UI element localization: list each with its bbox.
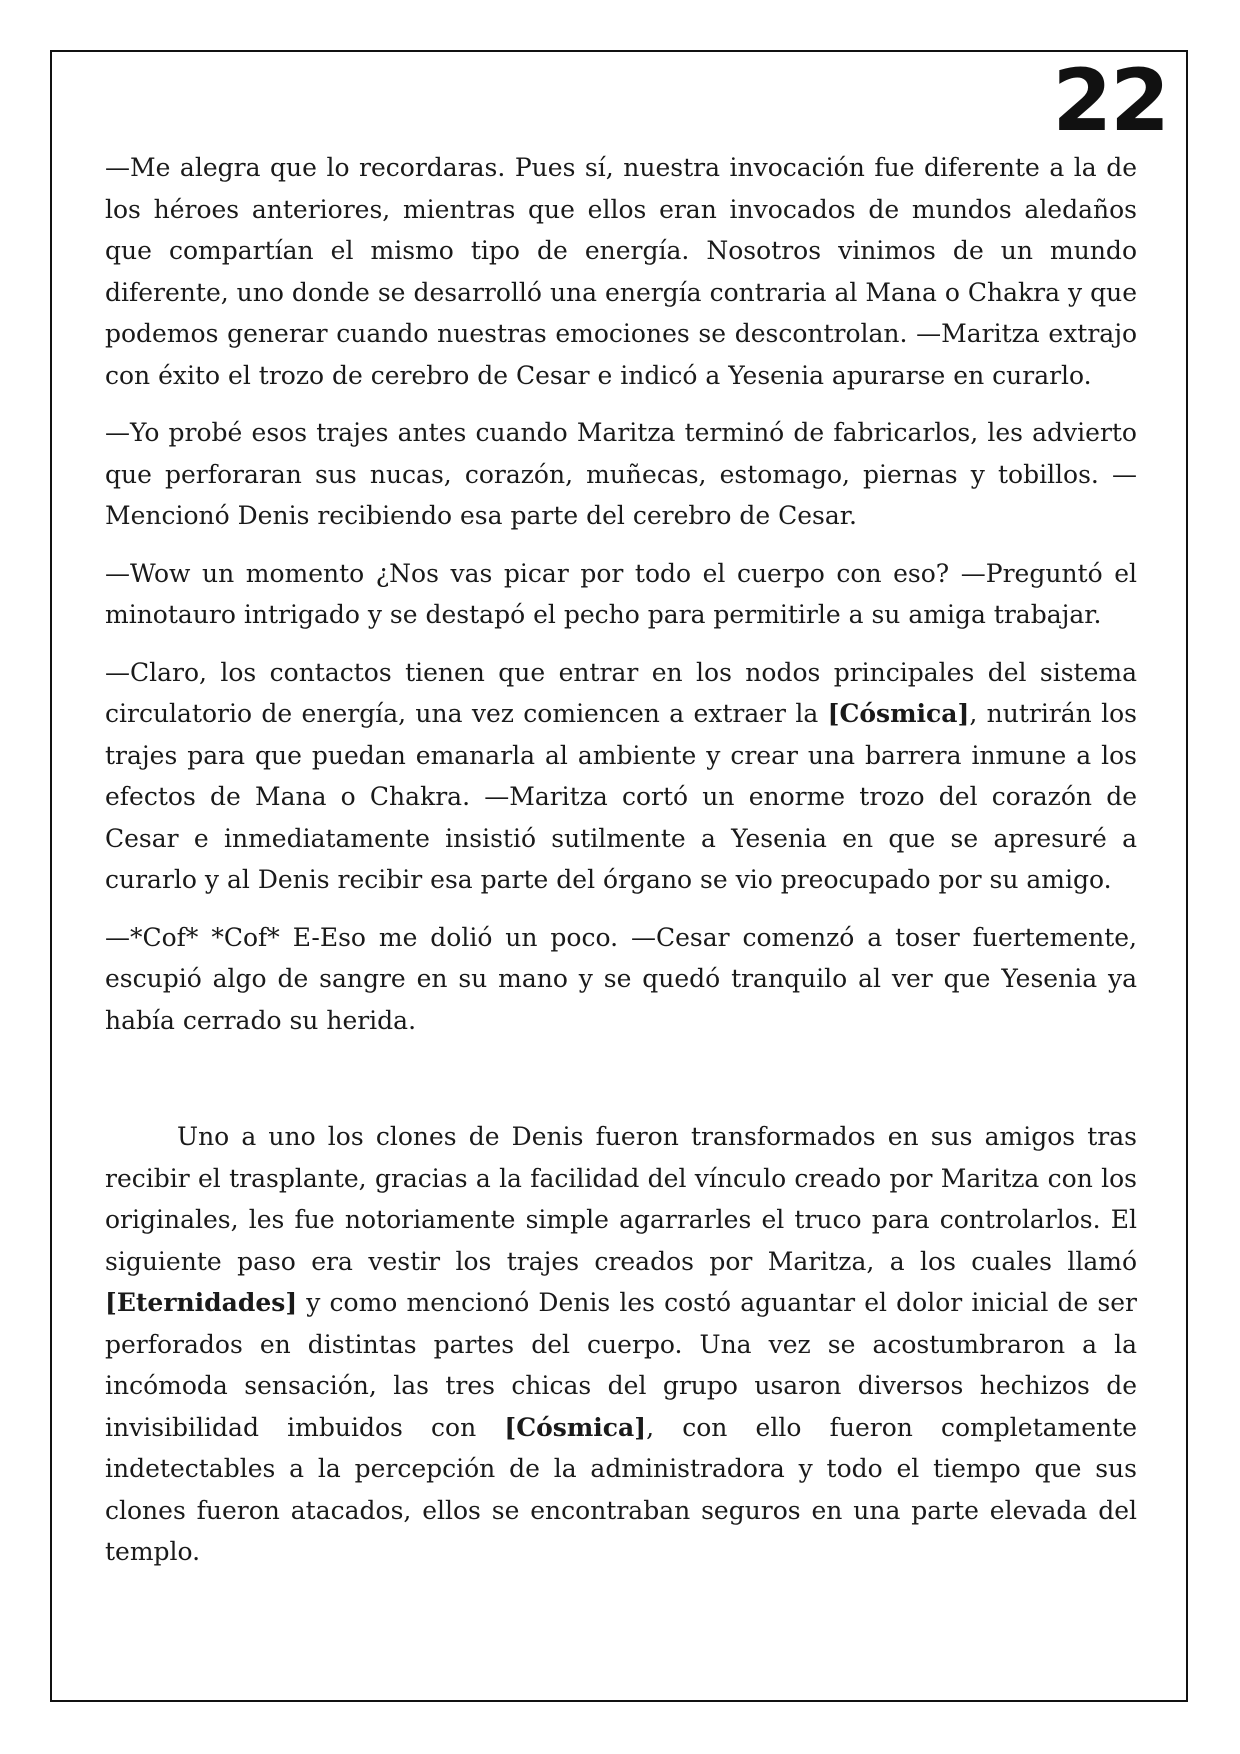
page-number: 22 bbox=[1052, 51, 1168, 151]
text-segment: —*Cof* *Cof* E-Eso me dolió un poco. —Cesar comenzó a toser fuertemente, escupió algo de sangre en su mano y se quedó tranquilo al ver que Yesenia ya había cerrado su herida. bbox=[105, 922, 1137, 1035]
text-segment: —Me alegra que lo recordaras. Pues sí, nuestra invocación fue diferente a la de los héroes anteriores, mientras que ellos eran invocados de mundos aledaños que compartían el mismo tipo de energía. Nosotros vinimos de un mundo diferente, uno donde se desarrolló una energía contraria al Mana o Chakra y que podemos generar cuando nuestras emociones se descontrolan. —Maritza extrajo con éxito el trozo de cerebro de Cesar e indicó a Yesenia apurarse en curarlo. bbox=[105, 153, 1137, 390]
paragraph-dialogue-3 bbox=[105, 553, 1137, 636]
text-segment: y como mencionó Denis les costó aguantar el dolor inicial de ser perforados en distintas partes del cuerpo. Una vez se acostumbraron a la incómoda sensación, las tres chicas del grupo usaron diversos hechizos de invisibilidad imbuidos con bbox=[105, 1288, 1137, 1442]
paragraph-dialogue-1 bbox=[105, 147, 1137, 396]
bold-term-eternidades: [Eternidades] bbox=[105, 1288, 298, 1317]
paragraph-dialogue-2 bbox=[105, 412, 1137, 537]
bold-term-cosmica: [Cósmica] bbox=[504, 1412, 647, 1442]
paragraph-dialogue-4 bbox=[105, 652, 1137, 901]
text-body bbox=[105, 147, 1137, 1589]
text-segment: —Claro, los contactos tienen que entrar en los nodos principales del sistema circulatorio de energía, una vez comiencen a extraer la bbox=[105, 657, 1137, 728]
paragraph-dialogue-5 bbox=[105, 917, 1137, 1042]
text-segment: —Wow un momento ¿Nos vas picar por todo el cuerpo con eso? —Preguntó el minotauro intrigado y se destapó el pecho para permitirle a su amiga trabajar. bbox=[105, 558, 1137, 629]
paragraph-narrative bbox=[105, 1116, 1137, 1573]
text-segment: —Yo probé esos trajes antes cuando Maritza terminó de fabricarlos, les advierto que perforaran sus nucas, corazón, muñecas, estomago, piernas y tobillos. —Mencionó Denis recibiendo esa parte del cerebro de Cesar. bbox=[105, 418, 1137, 530]
text-segment: , nutrirán los trajes para que puedan emanarla al ambiente y crear una barrera inmune a los efectos de Mana o Chakra. —Maritza cortó un enorme trozo del corazón de Cesar e inmediatamente insistió sutilmente a Yesenia en que se apresuré a curarlo y al Denis recibir esa parte del órgano se vio preocupado por su amigo. bbox=[105, 699, 1137, 894]
page-frame bbox=[50, 50, 1188, 1702]
text-segment: , con ello fueron completamente indetectables a la percepción de la administradora y todo el tiempo que sus clones fueron atacados, ellos se encontraban seguros en una parte elevada del templo. bbox=[105, 1412, 1137, 1566]
bold-term-cosmica: [Cósmica] bbox=[827, 699, 970, 728]
text-segment: Uno a uno los clones de Denis fueron transformados en sus amigos tras recibir el trasplante, gracias a la facilidad del vínculo creado por Maritza con los originales, les fue notoriamente simple agarrarles el truco para controlarlos. El siguiente paso era vestir los trajes creados por Maritza, a los cuales llamó bbox=[105, 1122, 1137, 1276]
